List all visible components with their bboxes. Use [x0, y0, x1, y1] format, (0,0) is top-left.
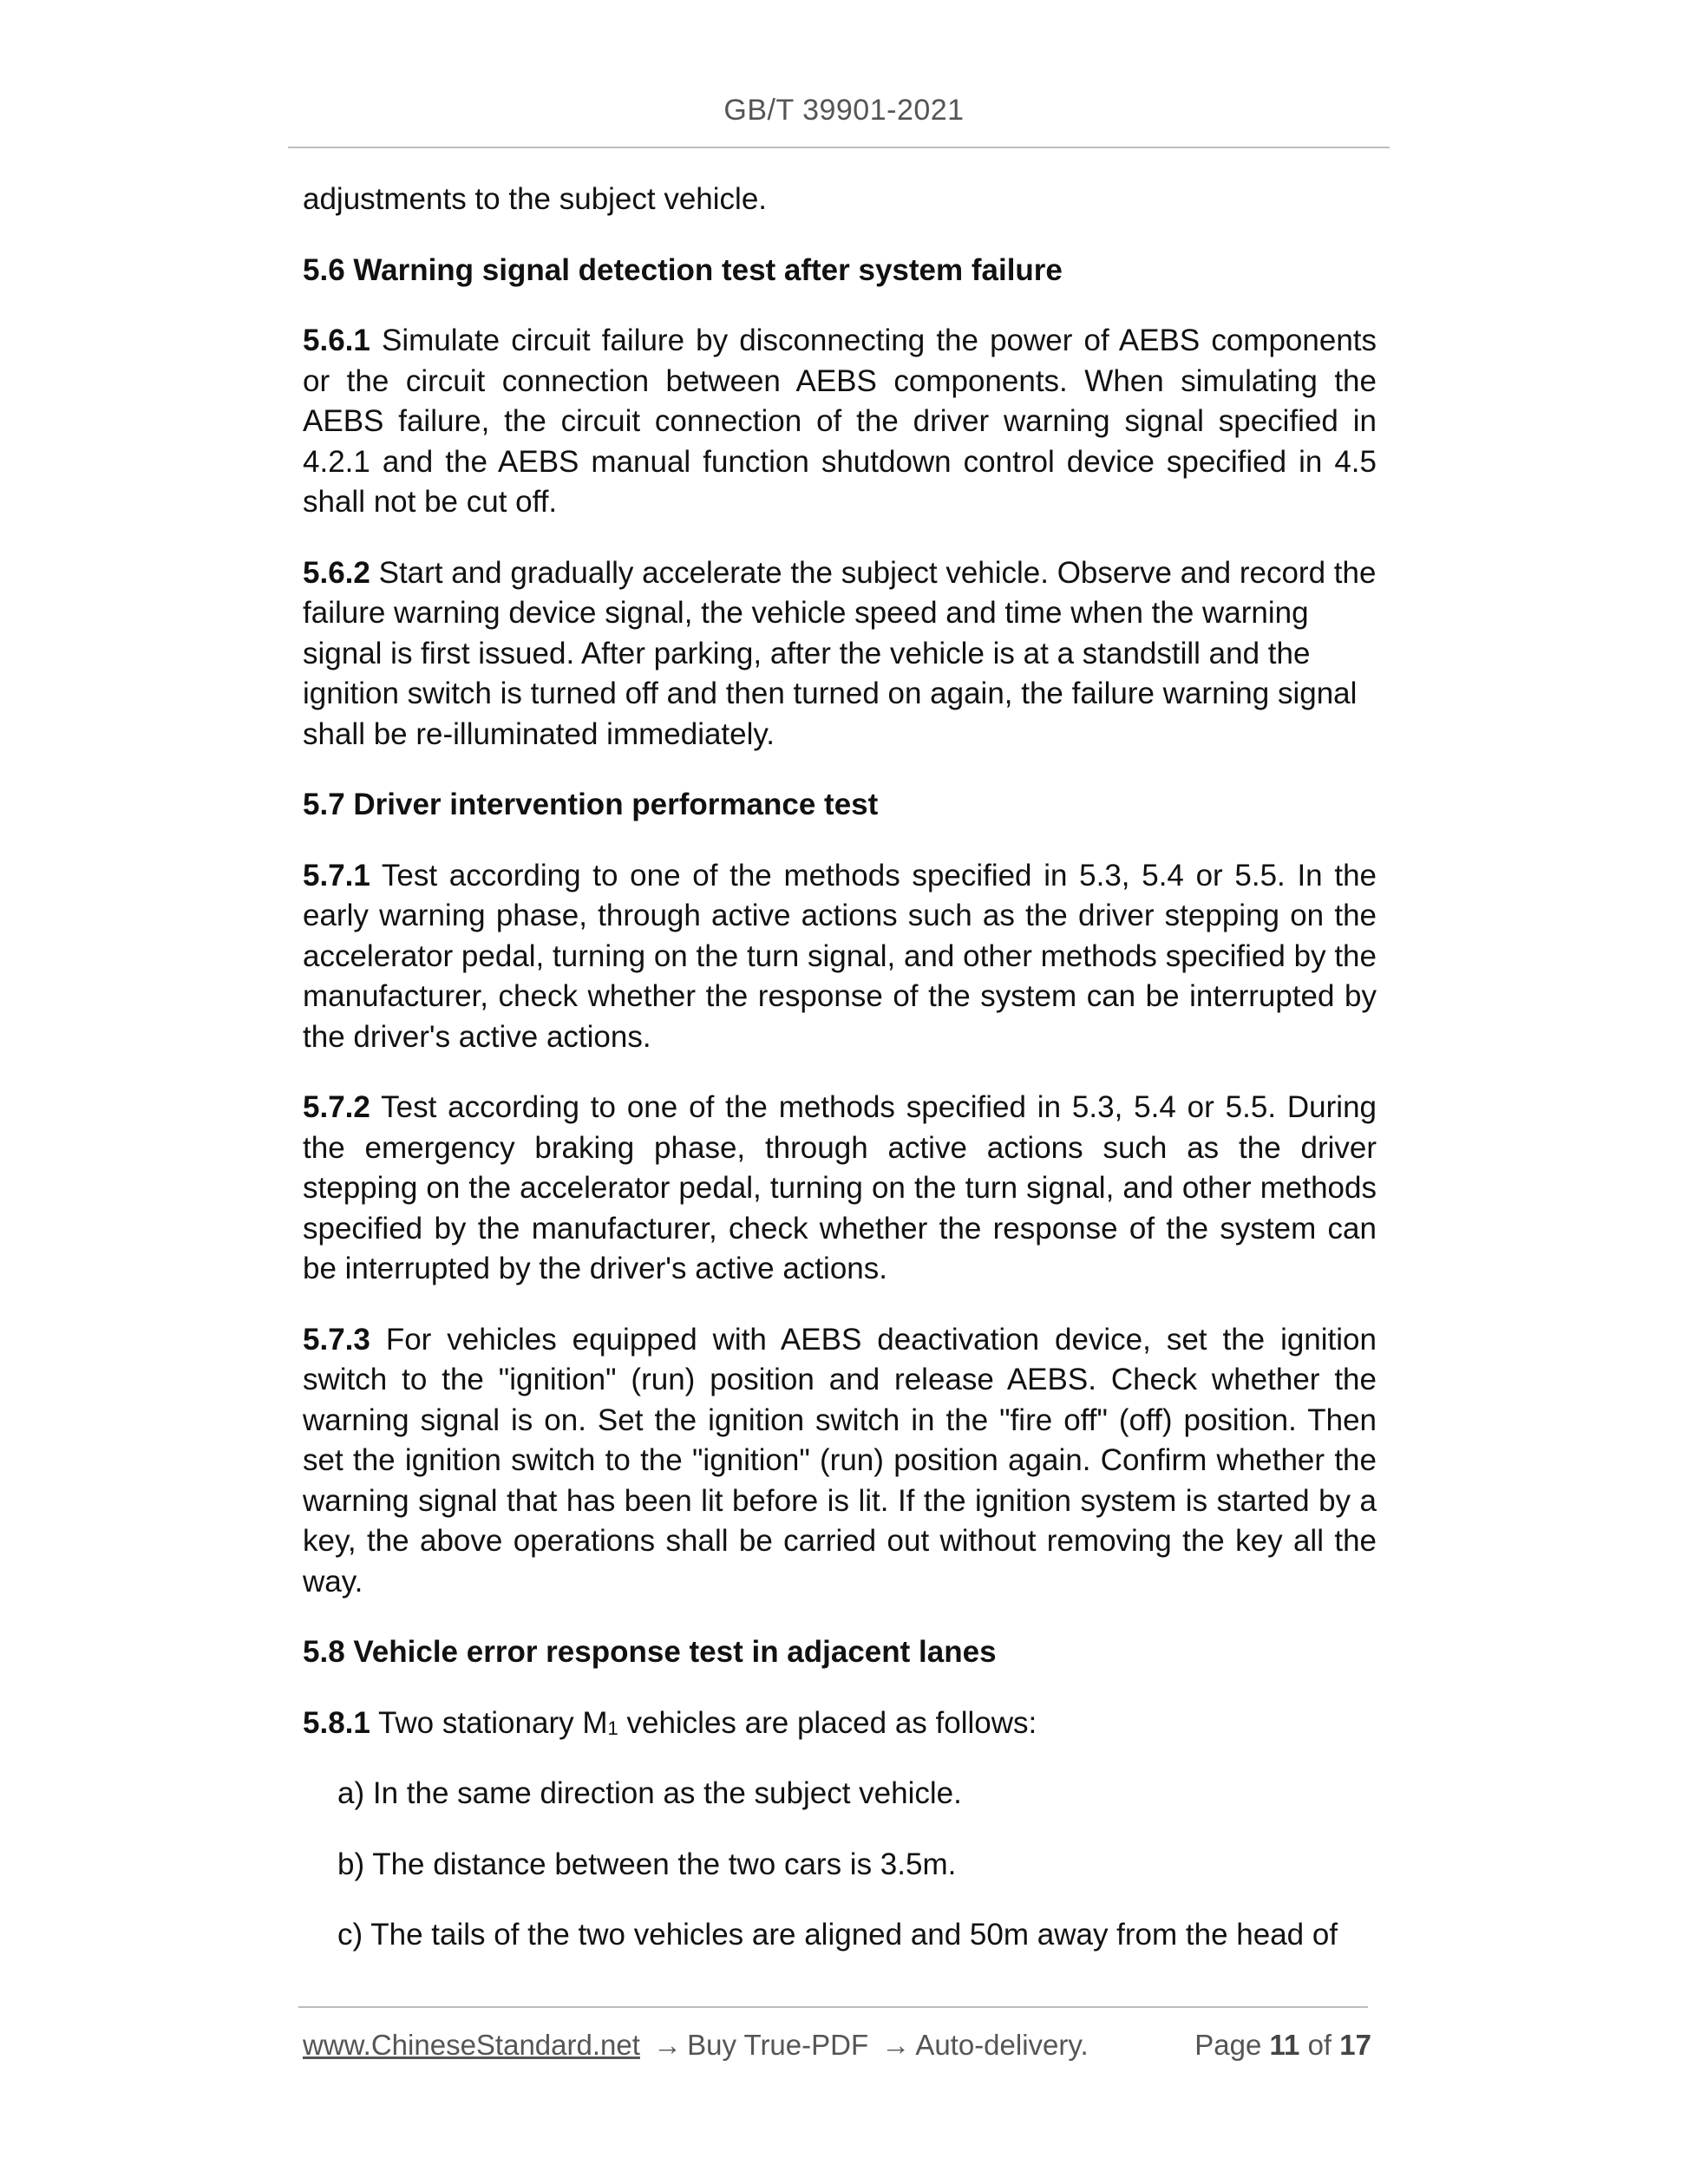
current-page-number: 11	[1269, 2029, 1300, 2061]
clause-5-8-1	[303, 1703, 1377, 1744]
section-heading-5-6: 5.6 Warning signal detection test after system failure	[303, 252, 1063, 287]
clause-text: Test according to one of the methods specified in 5.3, 5.4 or 5.5. In the early warning phase, through active actions such as the driver stepping on the accelerator pedal, turning on the turn signal, and other methods specified by the manufacturer, check whether the response of the system can be interrupted by the driver's active actions.	[303, 858, 1377, 1054]
clause-5-7-3	[303, 1320, 1377, 1603]
clause-text: Start and gradually accelerate the subject vehicle. Observe and record the failure warning device signal, the vehicle speed and time when the warning signal is first issued. After parking, after the vehicle is at a standstill and the ignition switch is turned off and then turned on again, the failure warning signal shall be re-illuminated immediately.	[303, 555, 1377, 751]
auto-delivery-text: Auto-delivery.	[915, 2029, 1089, 2061]
clause-number: 5.8.1	[303, 1705, 370, 1740]
list-item-b: b) The distance between the two cars is 3.5m.	[337, 1847, 957, 1881]
arrow-right-icon: →	[653, 2029, 683, 2061]
section-heading-5-7: 5.7 Driver intervention performance test	[303, 788, 879, 821]
intro-paragraph: adjustments to the subject vehicle.	[303, 182, 768, 216]
arrow-right-icon: →	[881, 2029, 911, 2061]
subscript: 1	[607, 1716, 618, 1739]
buy-true-pdf-text: Buy True-PDF	[687, 2029, 869, 2061]
clause-5-7-2	[303, 1088, 1377, 1290]
clause-text: Simulate circuit failure by disconnecting the power of AEBS components or the circuit connection between AEBS components. When simulating the AEBS failure, the circuit connection of the driver warning signal specified in 4.2.1 and the AEBS manual function shutdown control device specified in 4.5 shall not be cut off.	[303, 324, 1377, 519]
list-item-c: c) The tails of the two vehicles are aligned and 50m away from the head of	[337, 1918, 1338, 1952]
total-page-number: 17	[1339, 2029, 1371, 2061]
clause-5-6-1	[303, 321, 1377, 523]
clause-text: For vehicles equipped with AEBS deactivation device, set the ignition switch to the "ignition" (run) position and release AEBS. Check whether the warning signal is on. Set the ignition switch in the "fire off" (off) position. Then set the ignition switch to the "ignition" (run) position again. Confirm whether the warning signal that has been lit before is lit. If the ignition system is started by a key, the above operations shall be carried out without removing the key all the way.	[303, 1322, 1377, 1599]
of-label: of	[1307, 2029, 1332, 2061]
clause-text: Test according to one of the methods specified in 5.3, 5.4 or 5.5. During the emergency braking phase, through active actions such as the driver stepping on the accelerator pedal, turning on the turn signal, and other methods specified by the manufacturer, check whether the response of the system can be interrupted by the driver's active actions.	[303, 1090, 1377, 1285]
page-footer	[303, 2024, 1371, 2066]
document-body	[303, 180, 1377, 1956]
clause-number: 5.7.1	[303, 858, 370, 893]
clause-number: 5.7.3	[303, 1322, 370, 1357]
clause-number: 5.7.2	[303, 1090, 370, 1124]
page-indicator	[1194, 2024, 1371, 2066]
clause-text-before: Two stationary M	[377, 1705, 608, 1740]
clause-number: 5.6.2	[303, 555, 370, 590]
page-label: Page	[1194, 2029, 1262, 2061]
clause-5-6-2	[303, 553, 1377, 755]
header-divider	[288, 147, 1390, 148]
footer-links	[303, 2024, 1089, 2066]
clause-text-after: vehicles are placed as follows:	[618, 1705, 1037, 1740]
clause-5-7-1	[303, 856, 1377, 1058]
list-item-a: a) In the same direction as the subject vehicle.	[337, 1776, 962, 1810]
section-heading-5-8: 5.8 Vehicle error response test in adjacent lanes	[303, 1635, 997, 1669]
page-header-title: GB/T 39901-2021	[723, 94, 965, 127]
site-link[interactable]: www.ChineseStandard.net	[303, 2029, 640, 2061]
clause-number: 5.6.1	[303, 324, 370, 357]
footer-divider	[298, 2006, 1368, 2008]
